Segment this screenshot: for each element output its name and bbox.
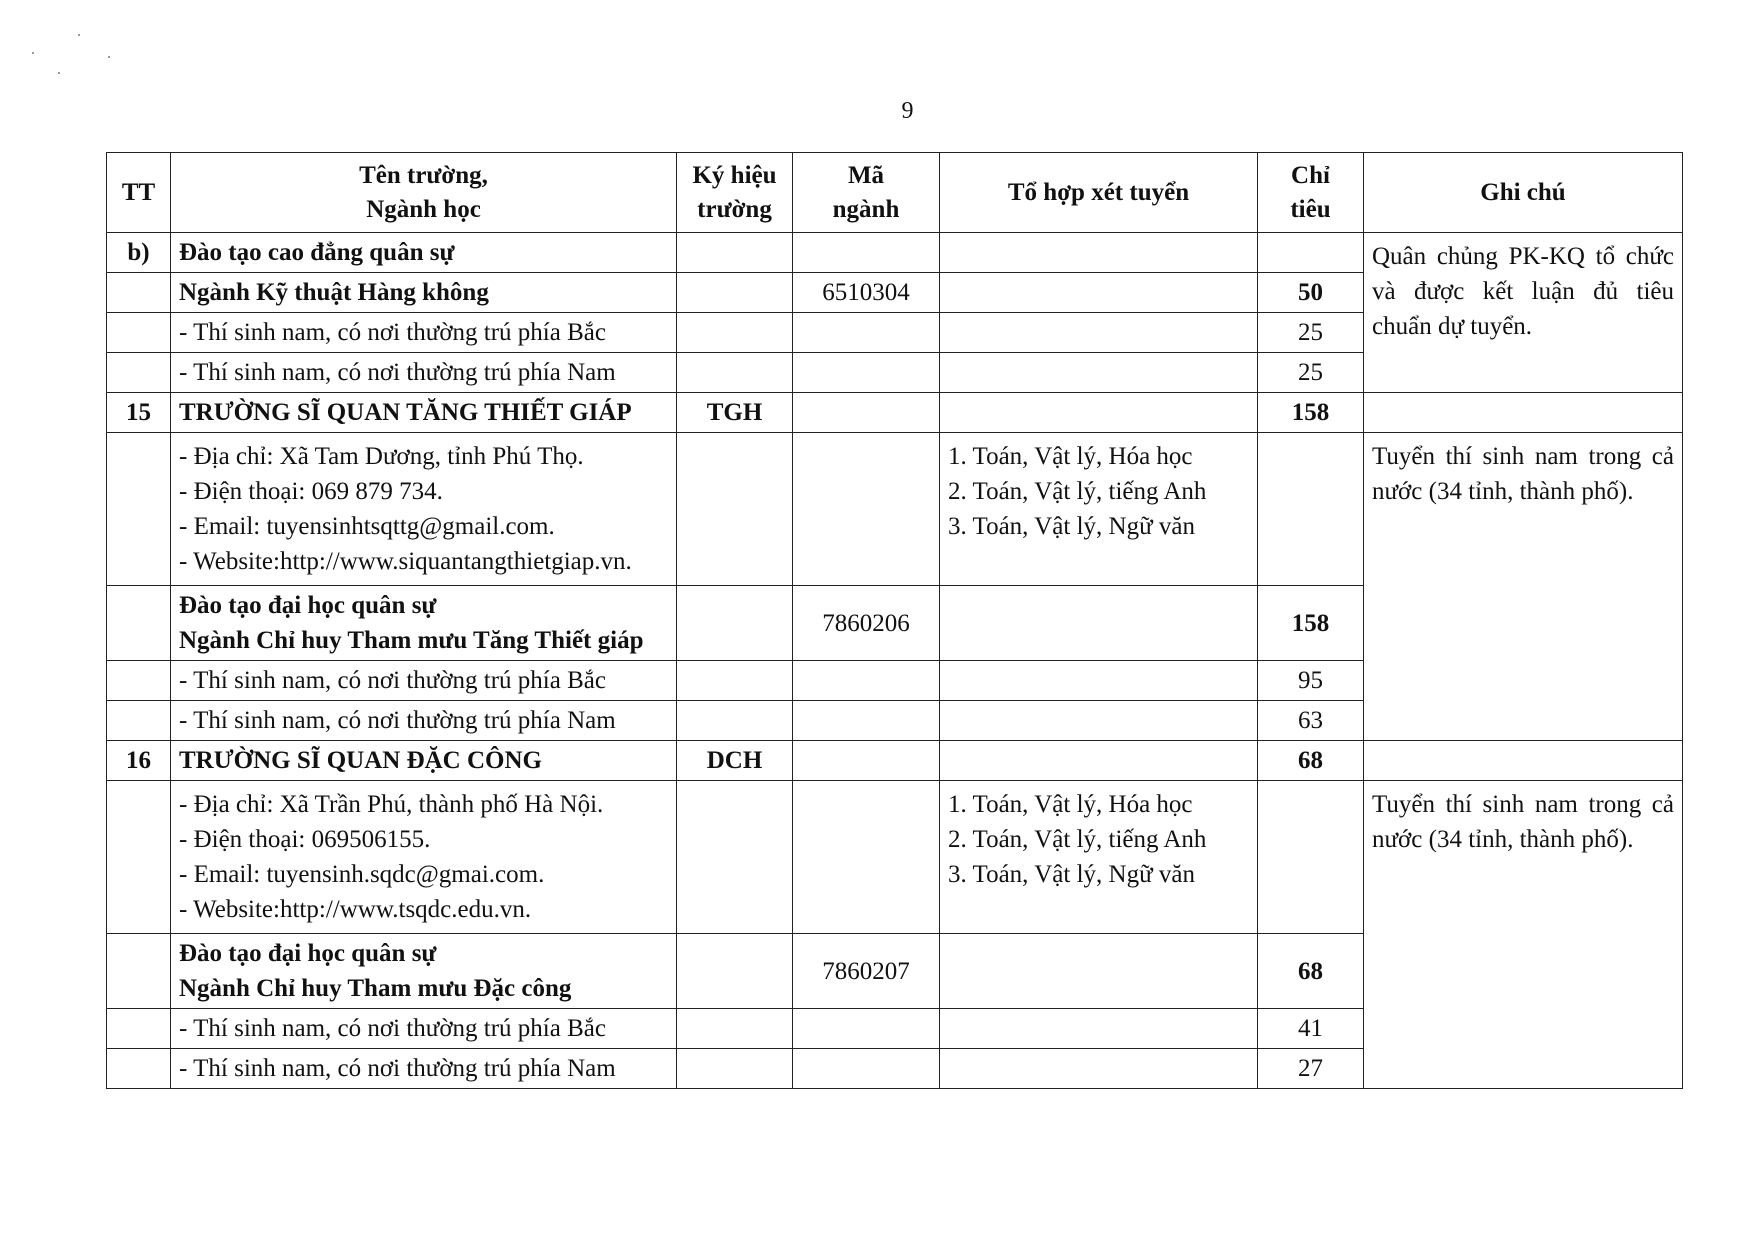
school-code: TGH — [677, 393, 793, 433]
row-tt: 16 — [107, 741, 171, 781]
header-quota-line2: tiêu — [1290, 195, 1331, 223]
header-notes: Ghi chú — [1364, 153, 1683, 233]
combo-item: 3. Toán, Vật lý, Ngữ văn — [948, 513, 1195, 540]
header-major-line1: Mã — [847, 161, 885, 189]
major-code: 6510304 — [793, 273, 940, 313]
header-school-code — [677, 153, 793, 233]
school-address: - Địa chỉ: Xã Trần Phú, thành phố Hà Nội. — [179, 791, 604, 818]
table-row — [107, 233, 1683, 273]
admissions-table — [106, 152, 1683, 1089]
table-row — [107, 393, 1683, 433]
combo-item: 2. Toán, Vật lý, tiếng Anh — [948, 478, 1207, 505]
header-major-code — [793, 153, 940, 233]
header-row — [107, 153, 1683, 233]
quota-value: 68 — [1258, 934, 1364, 1009]
north-label: - Thí sinh nam, có nơi thường trú phía Bắc — [171, 1009, 677, 1049]
program-title — [171, 586, 677, 661]
school-website: - Website:http://www.siquantangthietgiap.vn. — [179, 548, 632, 575]
combo-item: 1. Toán, Vật lý, Hóa học — [948, 443, 1193, 470]
header-major-line2: ngành — [832, 195, 900, 223]
quota-value: 25 — [1258, 353, 1364, 393]
quota-value: 158 — [1258, 393, 1364, 433]
north-label: - Thí sinh nam, có nơi thường trú phía Bắc — [171, 661, 677, 701]
header-code-line1: Ký hiệu — [692, 161, 777, 189]
school-contact — [171, 433, 677, 586]
header-name-line1: Tên trường, — [359, 161, 488, 189]
south-label: - Thí sinh nam, có nơi thường trú phía Nam — [171, 701, 677, 741]
header-name-line2: Ngành học — [366, 195, 481, 223]
north-label: - Thí sinh nam, có nơi thường trú phía Bắc — [171, 313, 677, 353]
school-email: - Email: tuyensinh.sqdc@gmai.com. — [179, 861, 545, 888]
scan-speck — [108, 56, 110, 58]
major-name: Ngành Kỹ thuật Hàng không — [171, 273, 677, 313]
school-code: DCH — [677, 741, 793, 781]
combo-item: 2. Toán, Vật lý, tiếng Anh — [948, 826, 1207, 853]
quota-value: 158 — [1258, 586, 1364, 661]
quota-value: 41 — [1258, 1009, 1364, 1049]
quota-value: 95 — [1258, 661, 1364, 701]
school-address: - Địa chỉ: Xã Tam Dương, tỉnh Phú Thọ. — [179, 443, 584, 470]
header-tt: TT — [107, 153, 171, 233]
row-tt: 15 — [107, 393, 171, 433]
program-title — [171, 934, 677, 1009]
school-phone: - Điện thoại: 069506155. — [179, 826, 431, 853]
header-quota-line1: Chỉ — [1291, 161, 1330, 189]
page-number: 9 — [901, 98, 914, 124]
note-cell: Quân chủng PK-KQ tổ chức và được kết luận đủ tiêu chuẩn dự tuyển. — [1364, 233, 1683, 393]
south-label: - Thí sinh nam, có nơi thường trú phía Nam — [171, 1049, 677, 1089]
quota-value: 50 — [1258, 273, 1364, 313]
combo-item: 1. Toán, Vật lý, Hóa học — [948, 791, 1193, 818]
program-line2: Ngành Chỉ huy Tham mưu Đặc công — [179, 975, 572, 1002]
header-school-name — [171, 153, 677, 233]
school-name: TRƯỜNG SĨ QUAN TĂNG THIẾT GIÁP — [171, 393, 677, 433]
major-code: 7860207 — [793, 934, 940, 1009]
school-website: - Website:http://www.tsqdc.edu.vn. — [179, 896, 532, 923]
header-code-line2: trường — [697, 195, 772, 223]
quota-value: 63 — [1258, 701, 1364, 741]
quota-value: 68 — [1258, 741, 1364, 781]
scan-speck — [78, 34, 80, 36]
program-line2: Ngành Chỉ huy Tham mưu Tăng Thiết giáp — [179, 627, 644, 654]
note-cell: Tuyển thí sinh nam trong cả nước (34 tỉnh, thành phố). — [1364, 781, 1683, 1089]
quota-value: 25 — [1258, 313, 1364, 353]
row-tt: b) — [107, 233, 171, 273]
program-line1: Đào tạo đại học quân sự — [179, 592, 437, 619]
program-line1: Đào tạo đại học quân sự — [179, 940, 437, 967]
south-label: - Thí sinh nam, có nơi thường trú phía Nam — [171, 353, 677, 393]
table-row — [107, 781, 1683, 934]
major-code: 7860206 — [793, 586, 940, 661]
section-title: Đào tạo cao đẳng quân sự — [171, 233, 677, 273]
quota-value: 27 — [1258, 1049, 1364, 1089]
school-contact — [171, 781, 677, 934]
combos-list — [940, 433, 1258, 586]
school-phone: - Điện thoại: 069 879 734. — [179, 478, 443, 505]
school-name: TRƯỜNG SĨ QUAN ĐẶC CÔNG — [171, 741, 677, 781]
table-row — [107, 741, 1683, 781]
table-row — [107, 433, 1683, 586]
header-combos: Tổ hợp xét tuyển — [940, 153, 1258, 233]
combos-list — [940, 781, 1258, 934]
note-cell: Tuyển thí sinh nam trong cả nước (34 tỉnh, thành phố). — [1364, 433, 1683, 741]
school-email: - Email: tuyensinhtsqttg@gmail.com. — [179, 513, 555, 540]
header-quota — [1258, 153, 1364, 233]
scan-speck — [58, 72, 60, 74]
combo-item: 3. Toán, Vật lý, Ngữ văn — [948, 861, 1195, 888]
scan-speck — [32, 52, 34, 54]
